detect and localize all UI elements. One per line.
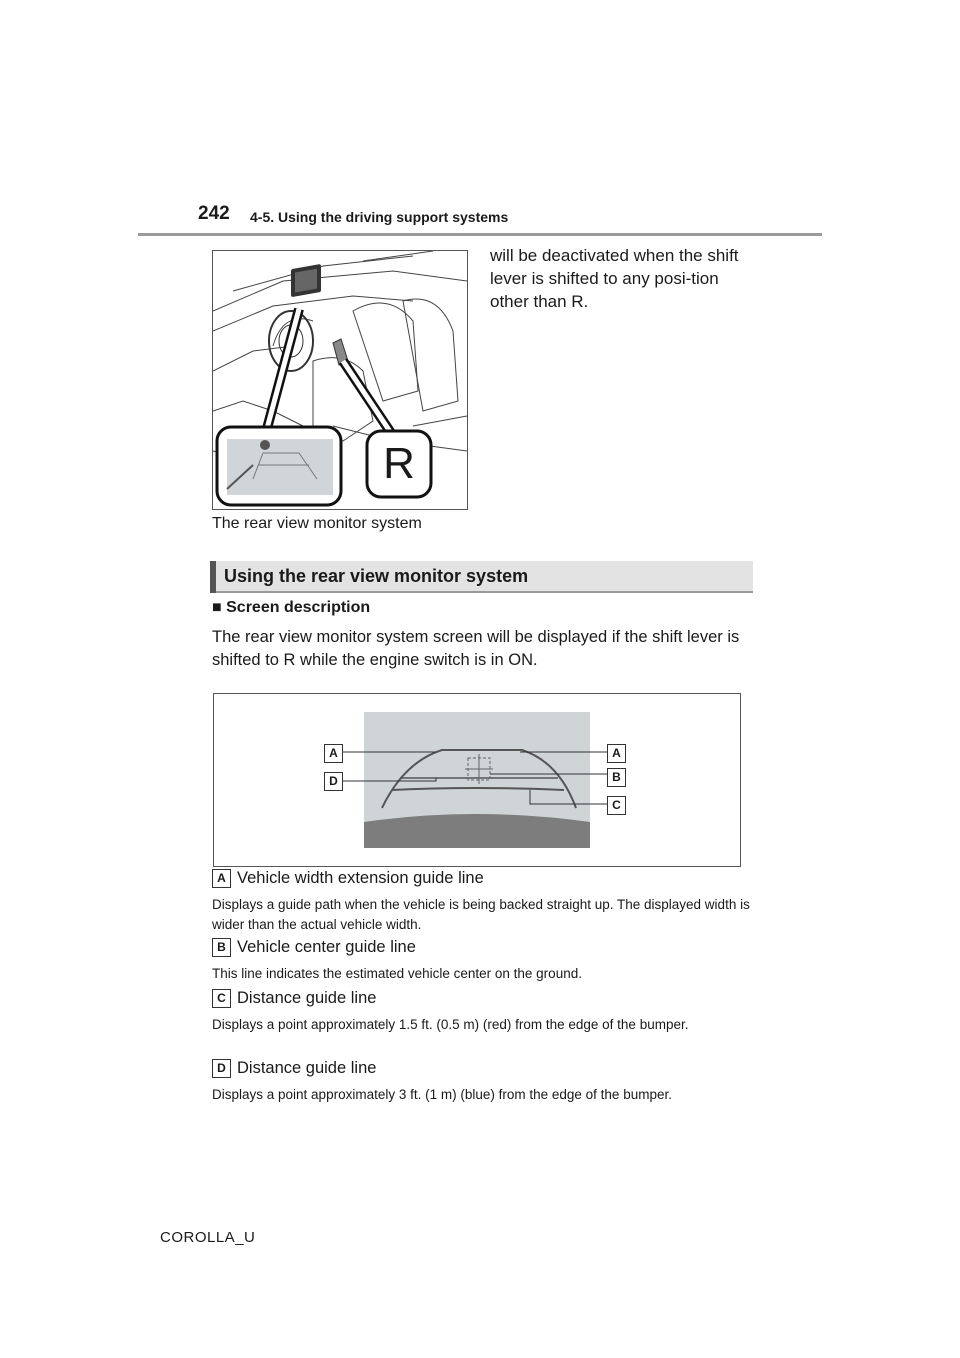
- footer-model: COROLLA_U: [160, 1229, 256, 1246]
- item-badge: C: [212, 989, 231, 1008]
- item-badge: D: [212, 1059, 231, 1078]
- square-bullet-icon: ■: [212, 599, 222, 616]
- item-title: Vehicle width extension guide line: [237, 869, 484, 887]
- callout-letter: R: [383, 439, 415, 488]
- item-title: Distance guide line: [237, 989, 377, 1007]
- cabin-illustration: [212, 250, 468, 510]
- item-b-desc: This line indicates the estimated vehicle center on the ground.: [212, 966, 582, 981]
- body-paragraph: The rear view monitor system screen will be displayed if the shift lever is shifted to R while the engine switch is in ON.: [212, 628, 740, 669]
- section-heading-bar: [210, 561, 216, 593]
- item-a-desc: Displays a guide path when the vehicle is being backed straight up. The displayed width is wider than the actual vehicle width.: [212, 897, 750, 932]
- item-a-title-row: [212, 869, 484, 888]
- label-c-right: C: [607, 796, 626, 815]
- monitor-screen-figure: [213, 693, 741, 867]
- item-d-title-row: [212, 1059, 376, 1078]
- subheading-text: Screen description: [226, 599, 371, 616]
- header-rule: [138, 233, 822, 236]
- label-b-right: B: [607, 768, 626, 787]
- subheading: [212, 599, 370, 617]
- item-badge: B: [212, 938, 231, 957]
- label-a-left: A: [324, 744, 343, 763]
- item-title: Vehicle center guide line: [237, 938, 416, 956]
- section-title: 4-5. Using the driving support systems: [250, 209, 509, 225]
- figure-caption: The rear view monitor system: [212, 515, 422, 532]
- item-c-desc: Displays a point approximately 1.5 ft. (0.5 m) (red) from the edge of the bumper.: [212, 1017, 689, 1032]
- label-d-left: D: [324, 772, 343, 791]
- item-b-title-row: [212, 938, 416, 957]
- section-heading: Using the rear view monitor system: [224, 566, 529, 586]
- label-a-right: A: [607, 744, 626, 763]
- page-number: 242: [198, 203, 230, 224]
- item-title: Distance guide line: [237, 1059, 377, 1077]
- monitor-screen-drawing: [214, 694, 740, 866]
- item-d-desc: Displays a point approximately 3 ft. (1 m) (blue) from the edge of the bumper.: [212, 1087, 672, 1102]
- item-badge: A: [212, 869, 231, 888]
- item-c-title-row: [212, 989, 376, 1008]
- side-text: will be deactivated when the shift lever is shifted to any posi-tion other than R.: [490, 246, 739, 311]
